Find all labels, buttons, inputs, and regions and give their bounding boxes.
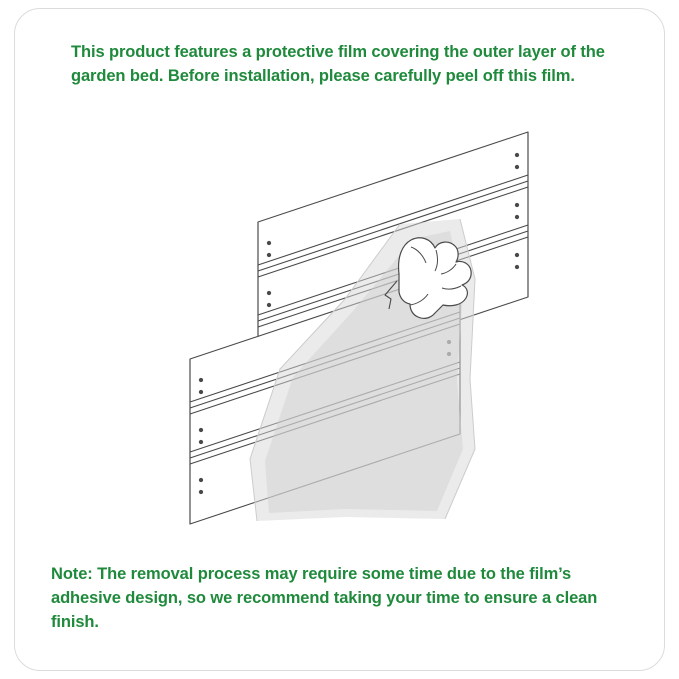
garden-bed-illustration — [45, 119, 635, 559]
top-instruction-text: This product features a protective film covering the outer layer of the garden bed. Before installation, please carefully peel off this film. — [71, 43, 605, 85]
bottom-note-text: Note: The removal process may require some time due to the film’s adhesive design, so we recommend taking your time to ensure a clean finish. — [51, 565, 598, 631]
instruction-card — [14, 8, 665, 671]
illustration-container — [45, 119, 635, 559]
